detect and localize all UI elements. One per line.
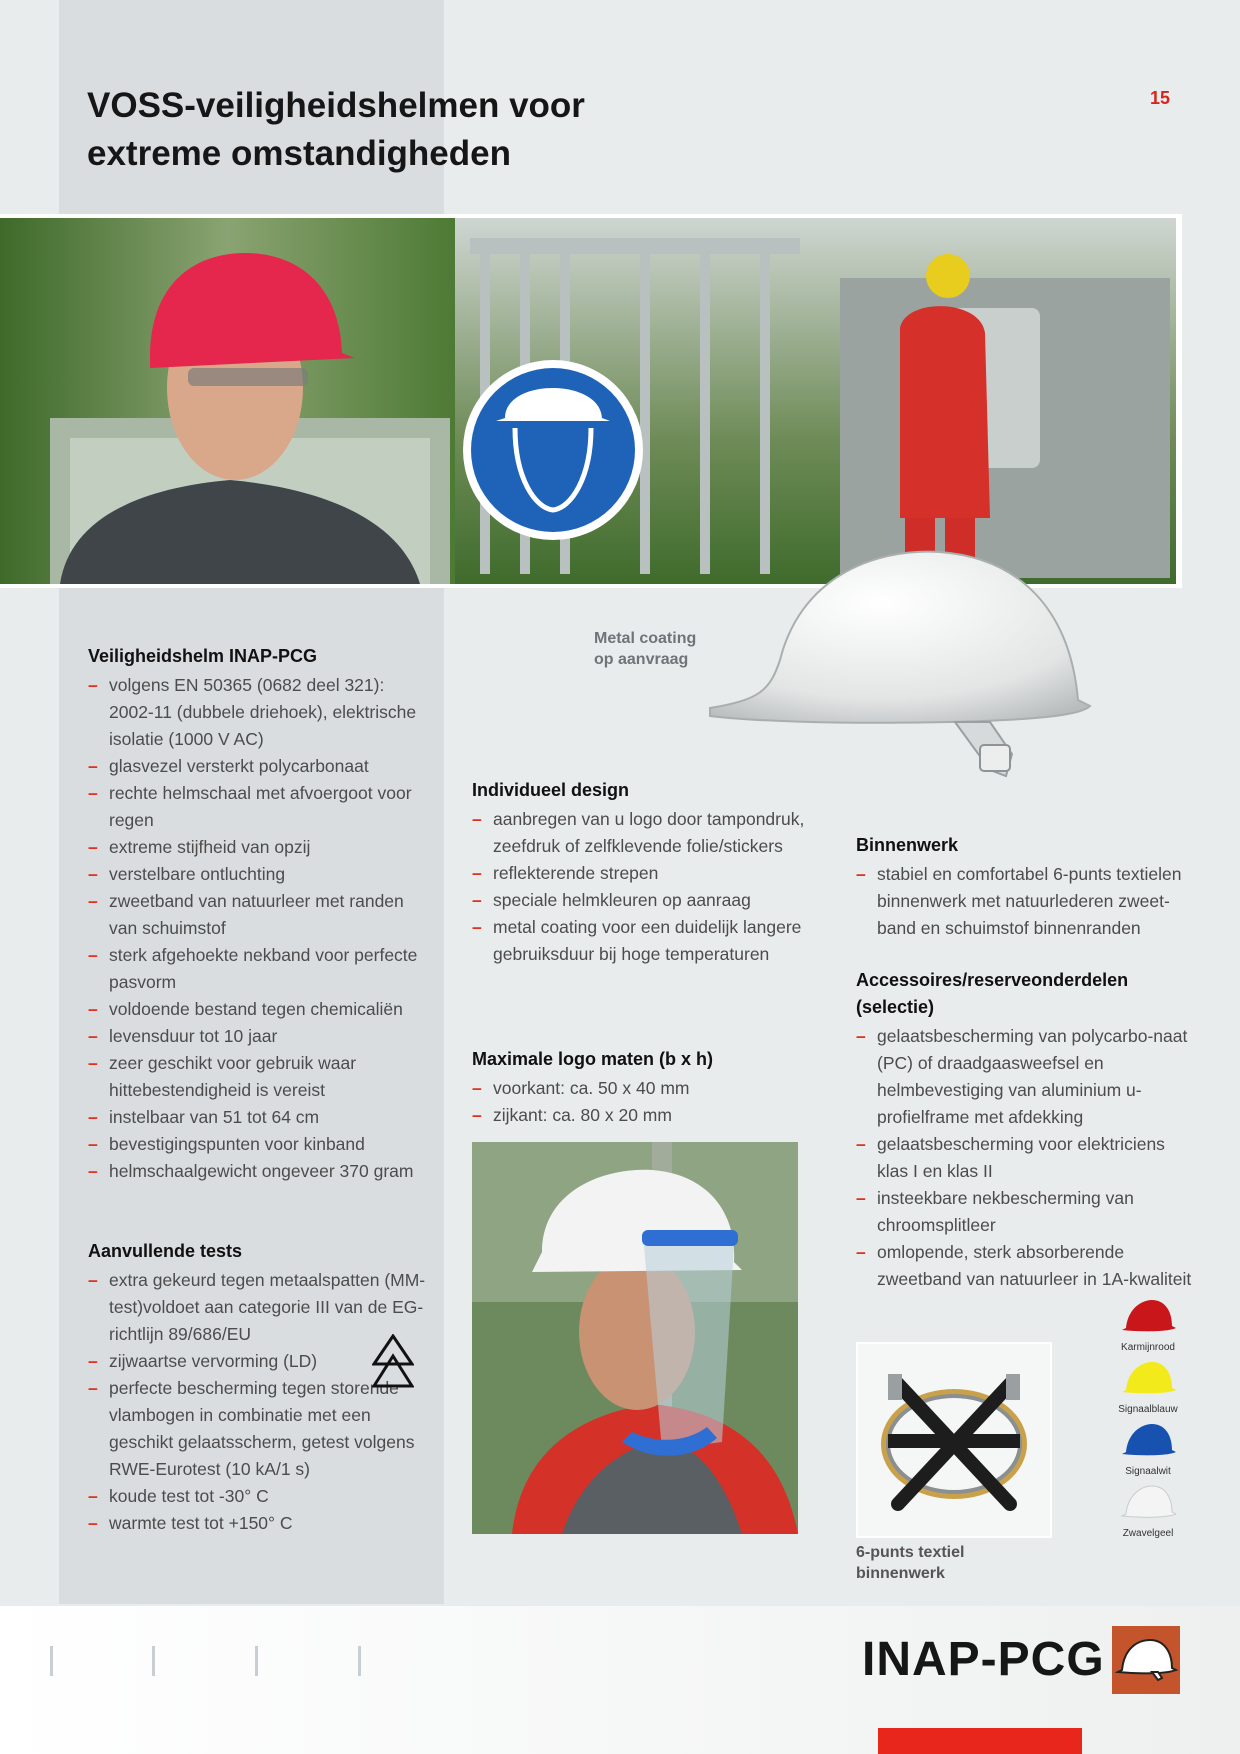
list-item: – zijwaartse vervorming (LD)	[88, 1348, 428, 1375]
list-item: – rechte helmschaal met afvoergoot voor regen	[88, 780, 428, 834]
main-specs-section	[88, 643, 428, 1185]
product-name: INAP-PCG	[862, 1633, 1105, 1686]
list-item: – perfecte bescherming tegen storende vlambogen in combinatie met een geschikt gelaatsscherm, getest volgens RWE-Eurotest (10 kA/1 s)	[88, 1375, 428, 1483]
color-name: Karmijnrood	[1121, 1342, 1175, 1353]
footer-tick	[358, 1646, 361, 1676]
footer-red-bar	[878, 1728, 1082, 1754]
footer-tick	[152, 1646, 155, 1676]
hero-image	[0, 218, 1176, 584]
helmet-product-image	[700, 540, 1100, 800]
list-item: – levensduur tot 10 jaar	[88, 1023, 428, 1050]
hero-photo-strip	[0, 214, 1182, 588]
harness-photo	[856, 1342, 1052, 1538]
list-item: – stabiel en comfortabel 6-punts textielen binnenwerk met natuurlederen zweet-band en schuimstof binnenranden	[856, 861, 1196, 942]
color-swatch-blue	[1118, 1420, 1178, 1477]
list-item: – extra gekeurd tegen metaalspatten (MM-test)voldoet aan categorie III van de EG-richtlijn 89/686/EU	[88, 1267, 428, 1348]
list-item: – extreme stijfheid van opzij	[88, 834, 428, 861]
list-item: – aanbregen van u logo door tampondruk, zeefdruk of zelfklevende folie/stickers	[472, 806, 812, 860]
helmet-white-icon	[1120, 1482, 1176, 1522]
list-item: – gelaatsbescherming voor elektriciens klas I en klas II	[856, 1131, 1196, 1185]
list-item: – sterk afgehoekte nekband voor perfecte pasvorm	[88, 942, 428, 996]
accessories-section	[856, 967, 1196, 1293]
face-shield-photo	[472, 1142, 798, 1534]
list-item: – zweetband van natuurleer met randen van schuimstof	[88, 888, 428, 942]
color-swatch-white	[1118, 1482, 1178, 1539]
list-item: – koude test tot -30° C	[88, 1483, 428, 1510]
color-name: Signaalblauw	[1118, 1404, 1178, 1415]
list-item: – zeer geschikt voor gebruik waar hittebestendigheid is vereist	[88, 1050, 428, 1104]
list-item: – metal coating voor een duidelijk langere gebruiksduur bij hoge temperaturen	[472, 914, 812, 968]
list-item: – gelaatsbescherming van polycarbo-naat (PC) of draadgaasweefsel en helmbevestiging van aluminium u-profielframe met afdekking	[856, 1023, 1196, 1131]
helmet-blue-icon	[1120, 1420, 1176, 1460]
caption-metal-coating	[594, 628, 696, 670]
color-swatch-karmijnrood	[1118, 1296, 1178, 1353]
title-line-2: extreme omstandigheden	[87, 134, 511, 173]
list-item: – voldoende bestand tegen chemicaliën	[88, 996, 428, 1023]
double-triangle-icon	[372, 1334, 414, 1388]
list-item: – voorkant: ca. 50 x 40 mm	[472, 1075, 812, 1102]
logo-sizes-section	[472, 1046, 812, 1129]
helmet-red-icon	[1120, 1296, 1176, 1336]
page-title	[87, 82, 647, 178]
caption-metal-line1: Metal coating	[594, 630, 697, 647]
caption-metal-line2: op aanvraag	[594, 651, 689, 668]
logo-sizes-heading: Maximale logo maten (b x h)	[472, 1049, 714, 1069]
harness-image	[858, 1344, 1050, 1536]
list-item: – omlopende, sterk absorberende zweetband van natuurleer in 1A-kwaliteit	[856, 1239, 1196, 1293]
helmet-yellow-icon	[1120, 1358, 1176, 1398]
page-number: 15	[1150, 88, 1171, 108]
color-swatch-yellow	[1118, 1358, 1178, 1415]
inner-harness-section	[856, 832, 1196, 942]
individual-design-section	[472, 777, 812, 968]
main-specs-heading: Veiligheidshelm INAP-PCG	[88, 646, 318, 666]
list-item: – reflekterende strepen	[472, 860, 812, 887]
list-item: – zijkant: ca. 80 x 20 mm	[472, 1102, 812, 1129]
title-line-1: VOSS-veiligheidshelmen voor	[87, 86, 585, 125]
caption-harness	[856, 1542, 964, 1584]
caption-harness-line2: binnenwerk	[856, 1565, 945, 1582]
list-item: – warmte test tot +150° C	[88, 1510, 428, 1537]
color-name: Signaalwit	[1125, 1466, 1171, 1477]
accessories-heading: Accessoires/reserveonderdelen (selectie)	[856, 970, 1129, 1017]
product-helmet-icon	[1112, 1626, 1180, 1694]
design-heading: Individueel design	[472, 780, 630, 800]
list-item: – bevestigingspunten voor kinband	[88, 1131, 428, 1158]
list-item: – helmschaalgewicht ongeveer 370 gram	[88, 1158, 428, 1185]
helmet-icon	[1112, 1626, 1180, 1694]
list-item: – insteekbare nekbescherming van chroomsplitleer	[856, 1185, 1196, 1239]
caption-harness-line1: 6-punts textiel	[856, 1544, 965, 1561]
list-item: – speciale helmkleuren op aanraag	[472, 887, 812, 914]
tests-heading: Aanvullende tests	[88, 1241, 243, 1261]
list-item: – glasvezel versterkt polycarbonaat	[88, 753, 428, 780]
list-item: – instelbaar van 51 tot 64 cm	[88, 1104, 428, 1131]
color-name: Zwavelgeel	[1122, 1528, 1174, 1539]
footer-tick	[255, 1646, 258, 1676]
list-item: – volgens EN 50365 (0682 deel 321): 2002-11 (dubbele driehoek), elektrische isolatie (1000 V AC)	[88, 672, 428, 753]
list-item: – verstelbare ontluchting	[88, 861, 428, 888]
footer-tick	[50, 1646, 53, 1676]
inner-heading: Binnenwerk	[856, 835, 959, 855]
